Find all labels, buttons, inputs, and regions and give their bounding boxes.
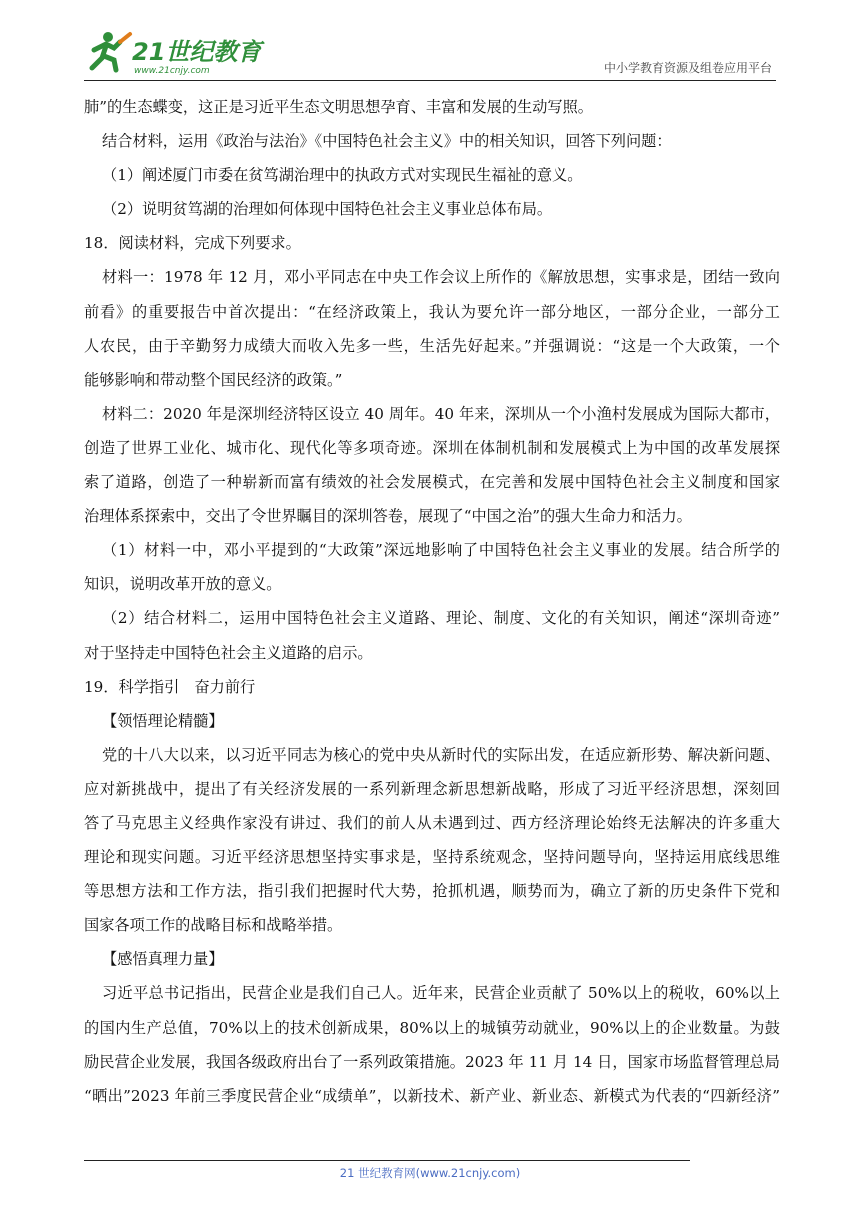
body-paragraph: 等思想方法和工作方法，指引我们把握时代大势，抢抓机遇，顺势而为，确立了新的历史条件下党和 bbox=[84, 882, 780, 901]
body-paragraph: 理论和现实问题。习近平经济思想坚持实事求是，坚持系统观念，坚持问题导向，坚持运用底线思维 bbox=[84, 848, 780, 867]
material-paragraph: 能够影响和带动整个国民经济的政策。” bbox=[84, 370, 343, 389]
section-heading: 【领悟理论精髓】 bbox=[102, 711, 224, 730]
body-paragraph: 的国内生产总值，70%以上的技术创新成果，80%以上的城镇劳动就业，90%以上的企业数量。为鼓 bbox=[84, 1018, 780, 1037]
material-paragraph: 材料二：2020 年是深圳经济特区设立 40 周年。40 年来，深圳从一个小渔村发展成为国际大都市， bbox=[102, 404, 780, 423]
body-paragraph: 国家各项工作的战略目标和战略举措。 bbox=[84, 916, 343, 935]
instruction-line: 结合材料，运用《政治与法治》《中国特色社会主义》中的相关知识，回答下列问题： bbox=[102, 132, 672, 151]
platform-tagline: 中小学教育资源及组卷应用平台 bbox=[603, 61, 772, 75]
question-item: （2）结合材料二，运用中国特色社会主义道路、理论、制度、文化的有关知识，阐述“深圳奇迹” bbox=[102, 609, 780, 628]
material-paragraph: 治理体系探索中，交出了令世界瞩目的深圳答卷，展现了“中国之治”的强大生命力和活力。 bbox=[84, 507, 692, 526]
logo-text: 21世纪教育 bbox=[132, 38, 262, 66]
logo-url: www.21cnjy.com bbox=[134, 66, 210, 76]
text-line: 肺”的生态蝶变，这正是习近平生态文明思想孕育、丰富和发展的生动写照。 bbox=[84, 98, 593, 116]
body-paragraph: 党的十八大以来，以习近平同志为核心的党中央从新时代的实际出发，在适应新形势、解决新问题、 bbox=[102, 745, 780, 764]
material-paragraph: 索了道路，创造了一种崭新而富有绩效的社会发展模式，在完善和发展中国特色社会主义制度和国家 bbox=[84, 473, 780, 492]
material-paragraph: 材料一：1978 年 12 月，邓小平同志在中央工作会议上所作的《解放思想，实事求是，团结一致向 bbox=[102, 268, 780, 287]
page-header bbox=[84, 26, 776, 81]
question-item: 知识，说明改革开放的意义。 bbox=[84, 575, 282, 594]
document-body bbox=[84, 90, 780, 1113]
question-item: （2）说明贫笃湖的治理如何体现中国特色社会主义事业总体布局。 bbox=[102, 200, 553, 219]
question-item: （1）材料一中，邓小平提到的“大政策”深远地影响了中国特色社会主义事业的发展。结合所学的 bbox=[102, 541, 780, 560]
section-heading: 【感悟真理力量】 bbox=[102, 950, 224, 969]
body-paragraph: 答了马克思主义经典作家没有讲过、我们的前人从未遇到过、西方经济理论始终无法解决的许多重大 bbox=[84, 813, 780, 832]
body-paragraph: 习近平总书记指出，民营企业是我们自己人。近年来，民营企业贡献了 50%以上的税收，60%以上 bbox=[102, 984, 780, 1003]
body-paragraph: 应对新挑战中，提出了有关经济发展的一系列新理念新思想新战略，形成了习近平经济思想，深刻回 bbox=[84, 779, 780, 798]
site-logo bbox=[84, 28, 274, 76]
question-number-19: 19．科学指引 奋力前行 bbox=[84, 677, 256, 696]
body-paragraph: 励民营企业发展，我国各级政府出台了一系列政策措施。2023 年 11 月 14 日，国家市场监督管理总局 bbox=[84, 1052, 780, 1071]
material-paragraph: 创造了世界工业化、城市化、现代化等多项奇迹。深圳在体制机制和发展模式上为中国的改革发展探 bbox=[84, 438, 780, 457]
runner-logo-icon bbox=[84, 28, 274, 76]
footer-divider bbox=[84, 1160, 690, 1161]
question-item: 对于坚持走中国特色社会主义道路的启示。 bbox=[84, 643, 373, 662]
material-paragraph: 前看》的重要报告中首次提出：“在经济政策上，我认为要允许一部分地区，一部分企业，一部分工 bbox=[84, 302, 780, 321]
material-paragraph: 人农民，由于辛勤努力成绩大而收入先多一些，生活先好起来。”并强调说：“这是一个大政策，一个 bbox=[84, 336, 780, 355]
question-number-18: 18．阅读材料，完成下列要求。 bbox=[84, 234, 301, 253]
body-paragraph: “晒出”2023 年前三季度民营企业“成绩单”，以新技术、新产业、新业态、新模式为代表的“四新经济” bbox=[84, 1086, 780, 1105]
question-item: （1）阐述厦门市委在贫笃湖治理中的执政方式对实现民生福祉的意义。 bbox=[102, 166, 583, 185]
footer-link[interactable]: 21 世纪教育网(www.21cnjy.com) bbox=[339, 1166, 521, 1180]
